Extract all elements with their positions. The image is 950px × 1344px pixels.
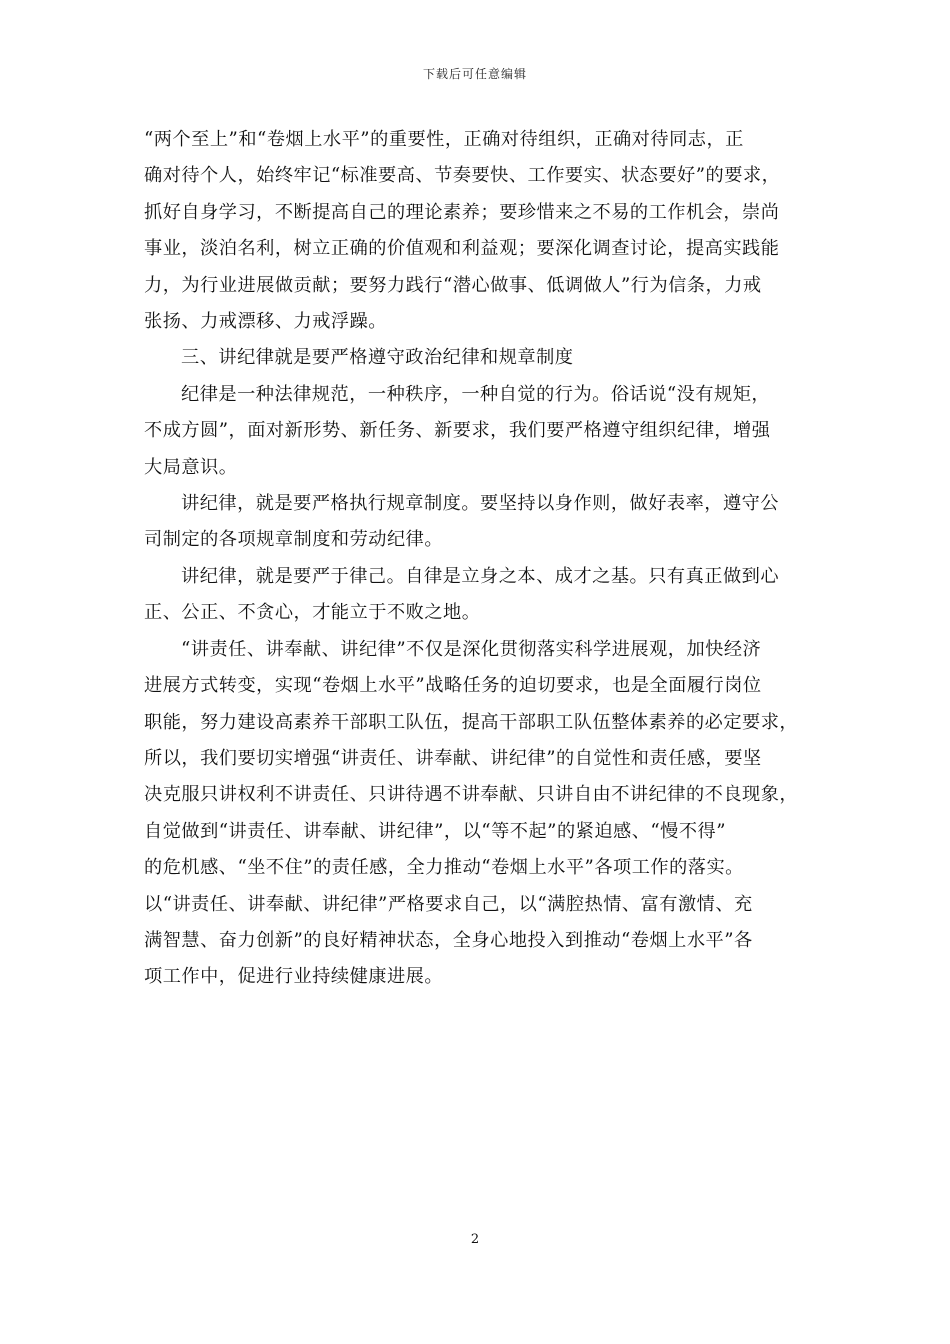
text-line: 进展方式转变，实现“卷烟上水平”战略任务的迫切要求，也是全面履行岗位 bbox=[144, 675, 762, 697]
text-line: 大局意识。 bbox=[144, 456, 238, 478]
paragraph-6 bbox=[144, 632, 820, 996]
text-line: 讲纪律，就是要严格执行规章制度。要坚持以身作则，做好表率，遵守公 bbox=[181, 493, 780, 515]
text-line: 职能，努力建设高素养干部职工队伍，提高干部职工队伍整体素养的必定要求， bbox=[144, 711, 799, 733]
paragraph-5 bbox=[144, 559, 820, 632]
page-number: 2 bbox=[470, 1232, 480, 1247]
text-line: 司制定的各项规章制度和劳动纪律。 bbox=[144, 529, 444, 551]
text-line: 自觉做到“讲责任、讲奉献、讲纪律”，以“等不起”的紧迫感、“慢不得” bbox=[144, 820, 727, 842]
text-line: “讲责任、讲奉献、讲纪律”不仅是深化贯彻落实科学进展观，加快经济 bbox=[181, 638, 762, 660]
text-line: “两个至上”和“卷烟上水平”的重要性，正确对待组织，正确对待同志，正 bbox=[144, 129, 744, 150]
text-line: 张扬、力戒漂移、力戒浮躁。 bbox=[144, 311, 387, 333]
text-line: 纪律是一种法律规范，一种秩序，一种自觉的行为。俗话说“没有规矩， bbox=[181, 383, 771, 405]
text-line: 决克服只讲权利不讲责任、只讲待遇不讲奉献、只讲自由不讲纪律的不良现象， bbox=[144, 784, 799, 806]
text-line: 确对待个人，始终牢记“标准要高、节奏要快、工作要实、状态要好”的要求， bbox=[144, 165, 781, 187]
page-header: 下载后可任意编辑 bbox=[422, 67, 527, 81]
text-line: 满智慧、奋力创新”的良好精神状态，全身心地投入到推动“卷烟上水平”各 bbox=[144, 929, 753, 951]
text-line: 所以，我们要切实增强“讲责任、讲奉献、讲纪律”的自觉性和责任感，要坚 bbox=[144, 747, 762, 769]
text-line: 以“讲责任、讲奉献、讲纪律”严格要求自己，以“满腔热情、富有激情、充 bbox=[144, 893, 753, 915]
text-line: 抓好自身学习，不断提高自己的理论素养；要珍惜来之不易的工作机会，崇尚 bbox=[144, 201, 780, 223]
document-body bbox=[144, 122, 820, 996]
section-heading-3 bbox=[144, 340, 820, 376]
text-line: 的危机感、“坐不住”的责任感，全力推动“卷烟上水平”各项工作的落实。 bbox=[144, 857, 744, 879]
paragraph-3 bbox=[144, 377, 820, 486]
paragraph-4 bbox=[144, 486, 820, 559]
text-line: 正、公正、不贪心，才能立于不败之地。 bbox=[144, 602, 481, 624]
text-line: 三、讲纪律就是要严格遵守政治纪律和规章制度 bbox=[181, 347, 574, 369]
text-line: 力，为行业进展做贡献；要努力践行“潜心做事、低调做人”行为信条，力戒 bbox=[144, 274, 762, 296]
text-line: 讲纪律，就是要严于律己。自律是立身之本、成才之基。只有真正做到心 bbox=[181, 565, 780, 587]
text-line: 不成方圆”，面对新形势、新任务、新要求，我们要严格遵守组织纪律，增强 bbox=[144, 420, 771, 442]
paragraph-1 bbox=[144, 122, 820, 340]
text-line: 项工作中，促进行业持续健康进展。 bbox=[144, 966, 444, 988]
text-line: 事业，淡泊名利，树立正确的价值观和利益观；要深化调查讨论，提高实践能 bbox=[144, 238, 780, 260]
